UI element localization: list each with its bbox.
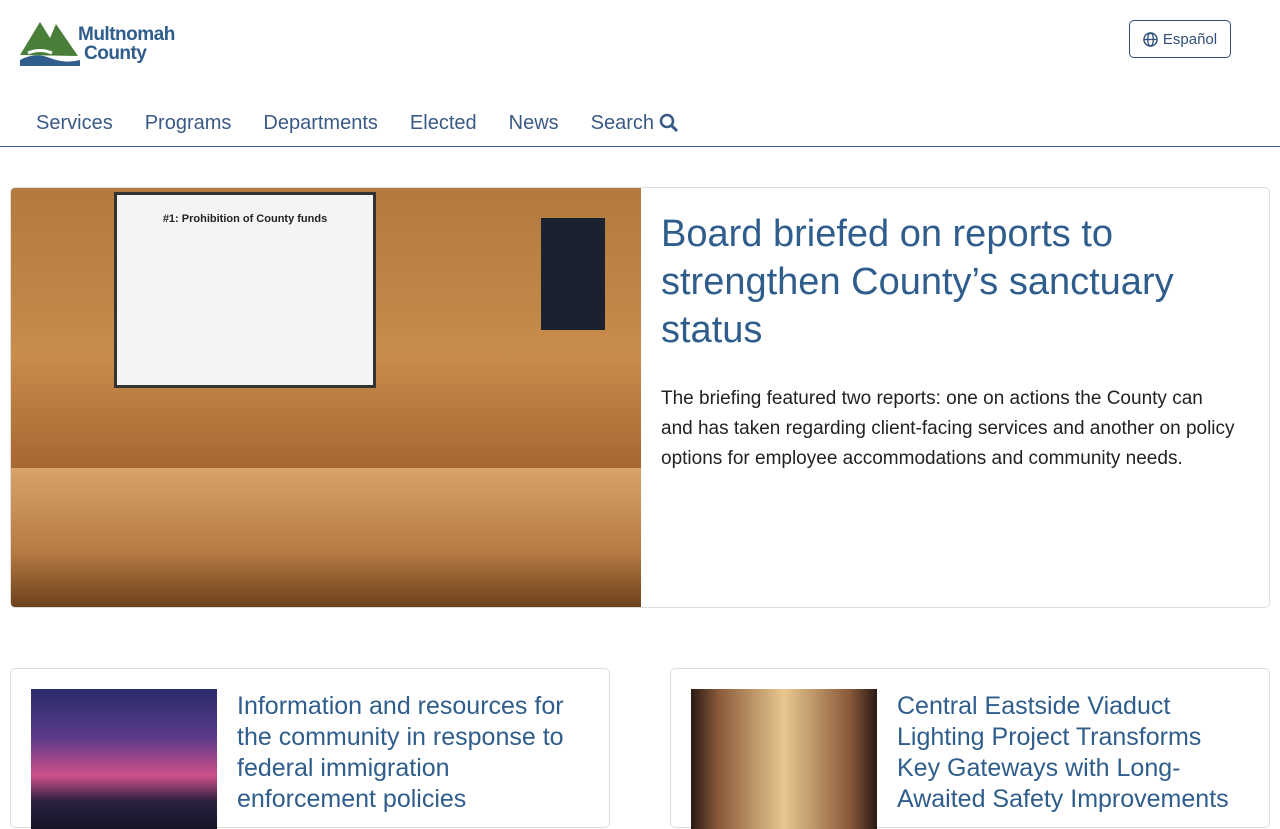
logo-text-line1: Multnomah: [78, 24, 175, 45]
hero-title[interactable]: Board briefed on reports to strengthen County’s sanctuary status: [661, 213, 1174, 351]
news-card[interactable]: [10, 668, 610, 828]
language-label: Español: [1162, 30, 1218, 48]
globe-icon: [1143, 32, 1158, 47]
wall-monitor: [541, 218, 605, 330]
card-title[interactable]: Information and resources for the community in response to federal immigration enforcement policies: [237, 692, 564, 813]
slide-title: #1: Prohibition of County funds: [162, 213, 328, 225]
county-logo[interactable]: [20, 20, 175, 68]
dais: [11, 468, 641, 608]
nav-news[interactable]: News: [508, 111, 559, 134]
nav-elected[interactable]: Elected: [409, 111, 477, 134]
hero-image: [11, 188, 641, 607]
featured-story[interactable]: [10, 187, 1270, 608]
nav-programs[interactable]: Programs: [144, 111, 232, 134]
main-nav: [0, 100, 1280, 147]
nav-search-label: Search: [590, 111, 655, 134]
nav-departments[interactable]: Departments: [263, 111, 378, 134]
news-card[interactable]: [670, 668, 1270, 828]
card-title[interactable]: Central Eastside Viaduct Lighting Project Transforms Key Gateways with Long-Awaited Safety Improvements: [897, 692, 1229, 813]
language-button[interactable]: [1129, 20, 1231, 58]
card-image-viaduct: [691, 689, 877, 829]
mountain-logo-icon: [20, 20, 82, 68]
projector-slide: [114, 192, 376, 388]
hero-body: The briefing featured two reports: one on actions the County can and has taken regarding client-facing services and another on policy options for employee accommodations and community needs.: [661, 388, 1235, 469]
nav-services[interactable]: Services: [36, 111, 113, 134]
card-image-sunset: [31, 689, 217, 829]
search-icon: [659, 113, 679, 133]
logo-text-line2: County: [84, 43, 147, 64]
nav-search[interactable]: [575, 100, 695, 146]
